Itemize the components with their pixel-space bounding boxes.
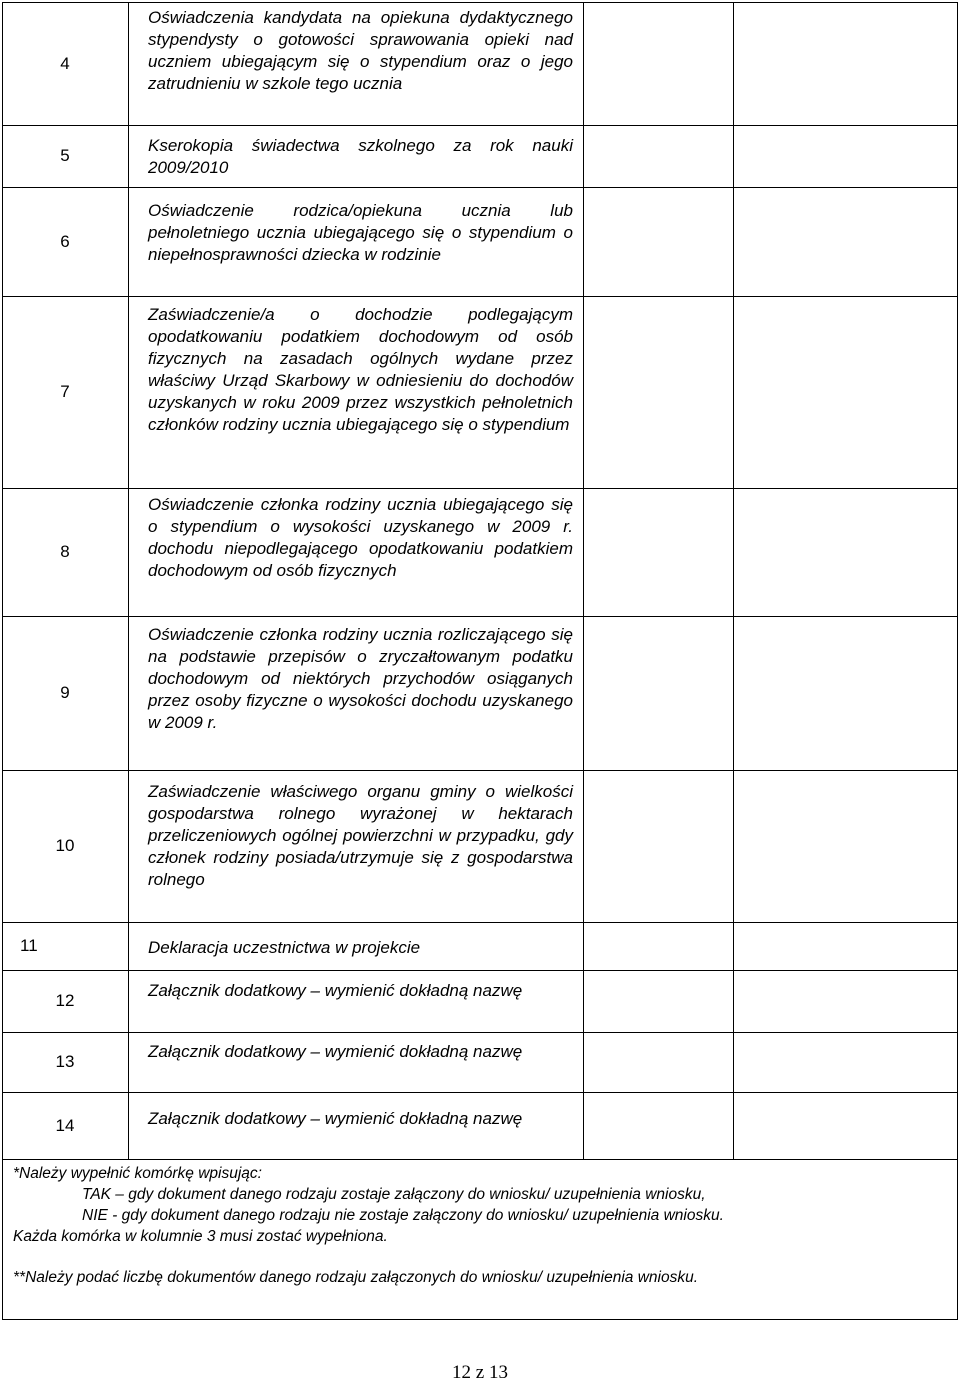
row-number: 14 (55, 1115, 75, 1135)
row-divider (2, 296, 958, 297)
row-number: 5 (60, 146, 70, 165)
row-number: 4 (60, 53, 70, 73)
row-divider (2, 1092, 958, 1093)
row-description: Zaświadczenie właściwego organu gminy o wielkości gospodarstwa rolnego wyrażonej w hektarach przeliczeniowych ogólnej powierzchni w przypadku, gdy członek rodziny posiada/utrzymuje się z gospodarstwa rolnego (148, 782, 573, 889)
row-number: 11 (20, 936, 38, 955)
row-description: Oświadczenia kandydata na opiekuna dydaktycznego stypendysty o gotowości sprawowania opieki nad uczniem ubiegającym się o stypendium oraz o jego zatrudnieniu w szkole tego ucznia (148, 8, 573, 93)
row-description: Zaświadczenie/a o dochodzie podlegającym opodatkowaniu podatkiem dochodowym od osób fizycznych na zasadach ogólnych wydane przez właściwy Urząd Skarbowy w odniesieniu do dochodów uzyskanych w roku 2009 przez wszystkich pełnoletnich członków rodziny ucznia ubiegającego się o stypendium (148, 305, 573, 434)
row-description: Załącznik dodatkowy – wymienić dokładną nazwę (148, 1042, 523, 1061)
row-divider (2, 770, 958, 771)
row-divider (2, 616, 958, 617)
note-line: **Należy podać liczbę dokumentów danego rodzaju załączonych do wniosku/ uzupełnienia wniosku. (13, 1269, 698, 1286)
footnotes (13, 1163, 943, 1288)
row-description: Załącznik dodatkowy – wymienić dokładną nazwę (148, 1109, 523, 1128)
row-number: 12 (55, 991, 75, 1010)
row-number: 9 (60, 683, 70, 702)
note-line: Każda komórka w kolumnie 3 musi zostać wypełniona. (13, 1228, 388, 1245)
row-divider (2, 125, 958, 126)
row-description: Oświadczenie członka rodziny ucznia ubiegającego się o stypendium o wysokości uzyskanego w 2009 r. dochodu niepodlegającego opodatkowaniu podatkiem dochodowym od osób fizycznych (148, 495, 573, 580)
row-divider (2, 970, 958, 971)
row-description: Deklaracja uczestnictwa w projekcie (148, 938, 421, 957)
note-line: NIE - gdy dokument danego rodzaju nie zostaje załączony do wniosku/ uzupełnienia wniosku. (82, 1207, 724, 1224)
page-number: 12 z 13 (452, 1362, 508, 1383)
row-divider (2, 1159, 958, 1160)
row-number: 6 (60, 231, 70, 251)
row-description: Oświadczenie rodzica/opiekuna ucznia lub pełnoletniego ucznia ubiegającego się o stypendium o niepełnosprawności dziecka w rodzinie (148, 201, 573, 264)
column-divider (128, 2, 129, 1159)
row-divider (2, 187, 958, 188)
column-divider (583, 2, 584, 1159)
note-line: *Należy wypełnić komórkę wpisując: (13, 1165, 262, 1182)
row-description: Kserokopia świadectwa szkolnego za rok nauki 2009/2010 (148, 136, 573, 177)
column-divider (733, 2, 734, 1159)
row-number: 8 (60, 542, 70, 561)
row-number: 10 (55, 836, 75, 855)
row-number: 7 (60, 382, 70, 401)
row-divider (2, 922, 958, 923)
row-description: Załącznik dodatkowy – wymienić dokładną nazwę (148, 981, 523, 1000)
row-divider (2, 1032, 958, 1033)
row-divider (2, 488, 958, 489)
note-line: TAK – gdy dokument danego rodzaju zostaje załączony do wniosku/ uzupełnienia wniosku, (82, 1186, 706, 1203)
row-description: Oświadczenie członka rodziny ucznia rozliczającego się na podstawie przepisów o zryczałtowanym podatku dochodowym od niektórych przychodów osiąganych przez osoby fizyczne o wysokości dochodu uzyskanego w 2009 r. (148, 625, 573, 732)
row-number: 13 (55, 1052, 75, 1071)
